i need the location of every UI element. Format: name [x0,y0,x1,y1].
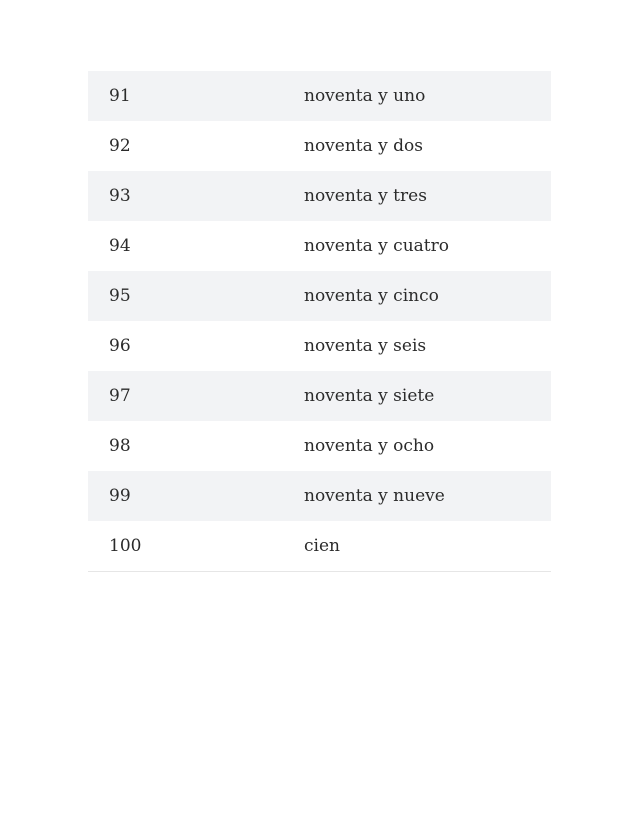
word-cell: noventa y uno [304,86,426,106]
table-row [88,471,551,521]
number-cell: 100 [109,535,142,556]
number-cell: 95 [109,286,131,306]
number-cell: 97 [109,386,131,406]
table-row [88,521,551,571]
word-cell: noventa y siete [304,386,435,406]
word-cell: noventa y cuatro [304,236,449,256]
number-cell: 91 [109,86,131,106]
word-cell: noventa y seis [304,336,427,356]
word-cell: noventa y nueve [304,486,445,506]
word-cell: noventa y dos [304,136,424,156]
numbers-table [88,71,551,572]
word-cell: noventa y cinco [304,286,439,306]
table-row [88,171,551,221]
number-cell: 94 [109,236,131,256]
number-cell: 96 [109,336,131,356]
number-cell: 99 [109,486,131,506]
number-cell: 93 [109,186,131,206]
word-cell: noventa y tres [304,186,427,206]
table-row [88,271,551,321]
word-cell: cien [304,535,340,556]
table-row [88,321,551,371]
numbers-table-body [88,71,551,571]
number-cell: 92 [109,136,131,156]
table-row [88,421,551,471]
table-row [88,121,551,171]
number-cell: 98 [109,436,131,456]
word-cell: noventa y ocho [304,436,435,456]
table-row [88,371,551,421]
table-row [88,71,551,121]
table-row [88,221,551,271]
